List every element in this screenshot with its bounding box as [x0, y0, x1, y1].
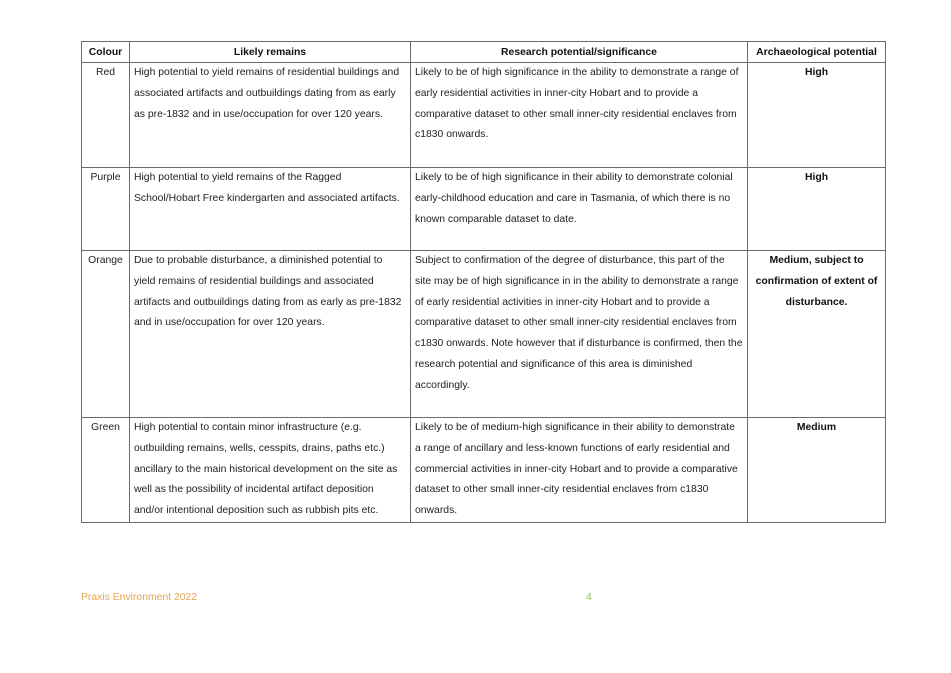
table-row-green	[82, 418, 886, 523]
cell-colour: Purple	[82, 168, 130, 251]
cell-research: Likely to be of high significance in their ability to demonstrate colonial early-childhood education and care in Tasmania, of which there is no known comparable dataset to date.	[411, 168, 748, 251]
table-row-orange	[82, 251, 886, 418]
cell-potential: Medium	[748, 418, 886, 523]
header-archaeological-potential: Archaeological potential	[748, 42, 886, 63]
cell-likely-remains: High potential to yield remains of residential buildings and associated artifacts and outbuildings dating from as early as pre-1832 and in use/occupation for over 120 years.	[130, 63, 411, 168]
cell-research: Likely to be of medium-high significance in their ability to demonstrate a range of ancillary and less-known functions of early residential and commercial activities in inner-city Hobart and to provide a comparative dataset to other small inner-city residential enclaves from c1830 onwards.	[411, 418, 748, 523]
header-colour: Colour	[82, 42, 130, 63]
cell-research: Subject to confirmation of the degree of disturbance, this part of the site may be of high significance in in the ability to demonstrate a range of early residential activities in inner-city Hobart and to provide a comparative dataset to other small inner-city residential enclaves from c1830 onwards. Note however that if disturbance is confirmed, then the research potential and significance of this area is diminished accordingly.	[411, 251, 748, 418]
cell-colour: Orange	[82, 251, 130, 418]
cell-potential: Medium, subject to confirmation of extent of disturbance.	[748, 251, 886, 418]
cell-likely-remains: Due to probable disturbance, a diminished potential to yield remains of residential buildings and associated artifacts and outbuildings dating from as early as pre-1832 and in use/occupation for over 120 years.	[130, 251, 411, 418]
table-row-purple	[82, 168, 886, 251]
cell-likely-remains: High potential to yield remains of the Ragged School/Hobart Free kindergarten and associated artifacts.	[130, 168, 411, 251]
cell-research: Likely to be of high significance in the ability to demonstrate a range of early residential activities in inner-city Hobart and to provide a comparative dataset to other small inner-city residential enclaves from c1830 onwards.	[411, 63, 748, 168]
header-likely-remains: Likely remains	[130, 42, 411, 63]
cell-potential: High	[748, 63, 886, 168]
cell-likely-remains: High potential to contain minor infrastructure (e.g. outbuilding remains, wells, cesspits, drains, paths etc.) ancillary to the main historical development on the site as well as the possibility of incidental artifact deposition and/or intentional deposition such as rubbish pits etc.	[130, 418, 411, 523]
cell-colour: Green	[82, 418, 130, 523]
cell-colour: Red	[82, 63, 130, 168]
table-row-red	[82, 63, 886, 168]
page-number: 4	[586, 592, 592, 603]
header-research-potential: Research potential/significance	[411, 42, 748, 63]
archaeological-potential-table	[81, 41, 886, 523]
footer-company: Praxis Environment 2022	[81, 592, 198, 603]
table-header-row	[82, 42, 886, 63]
cell-potential: High	[748, 168, 886, 251]
